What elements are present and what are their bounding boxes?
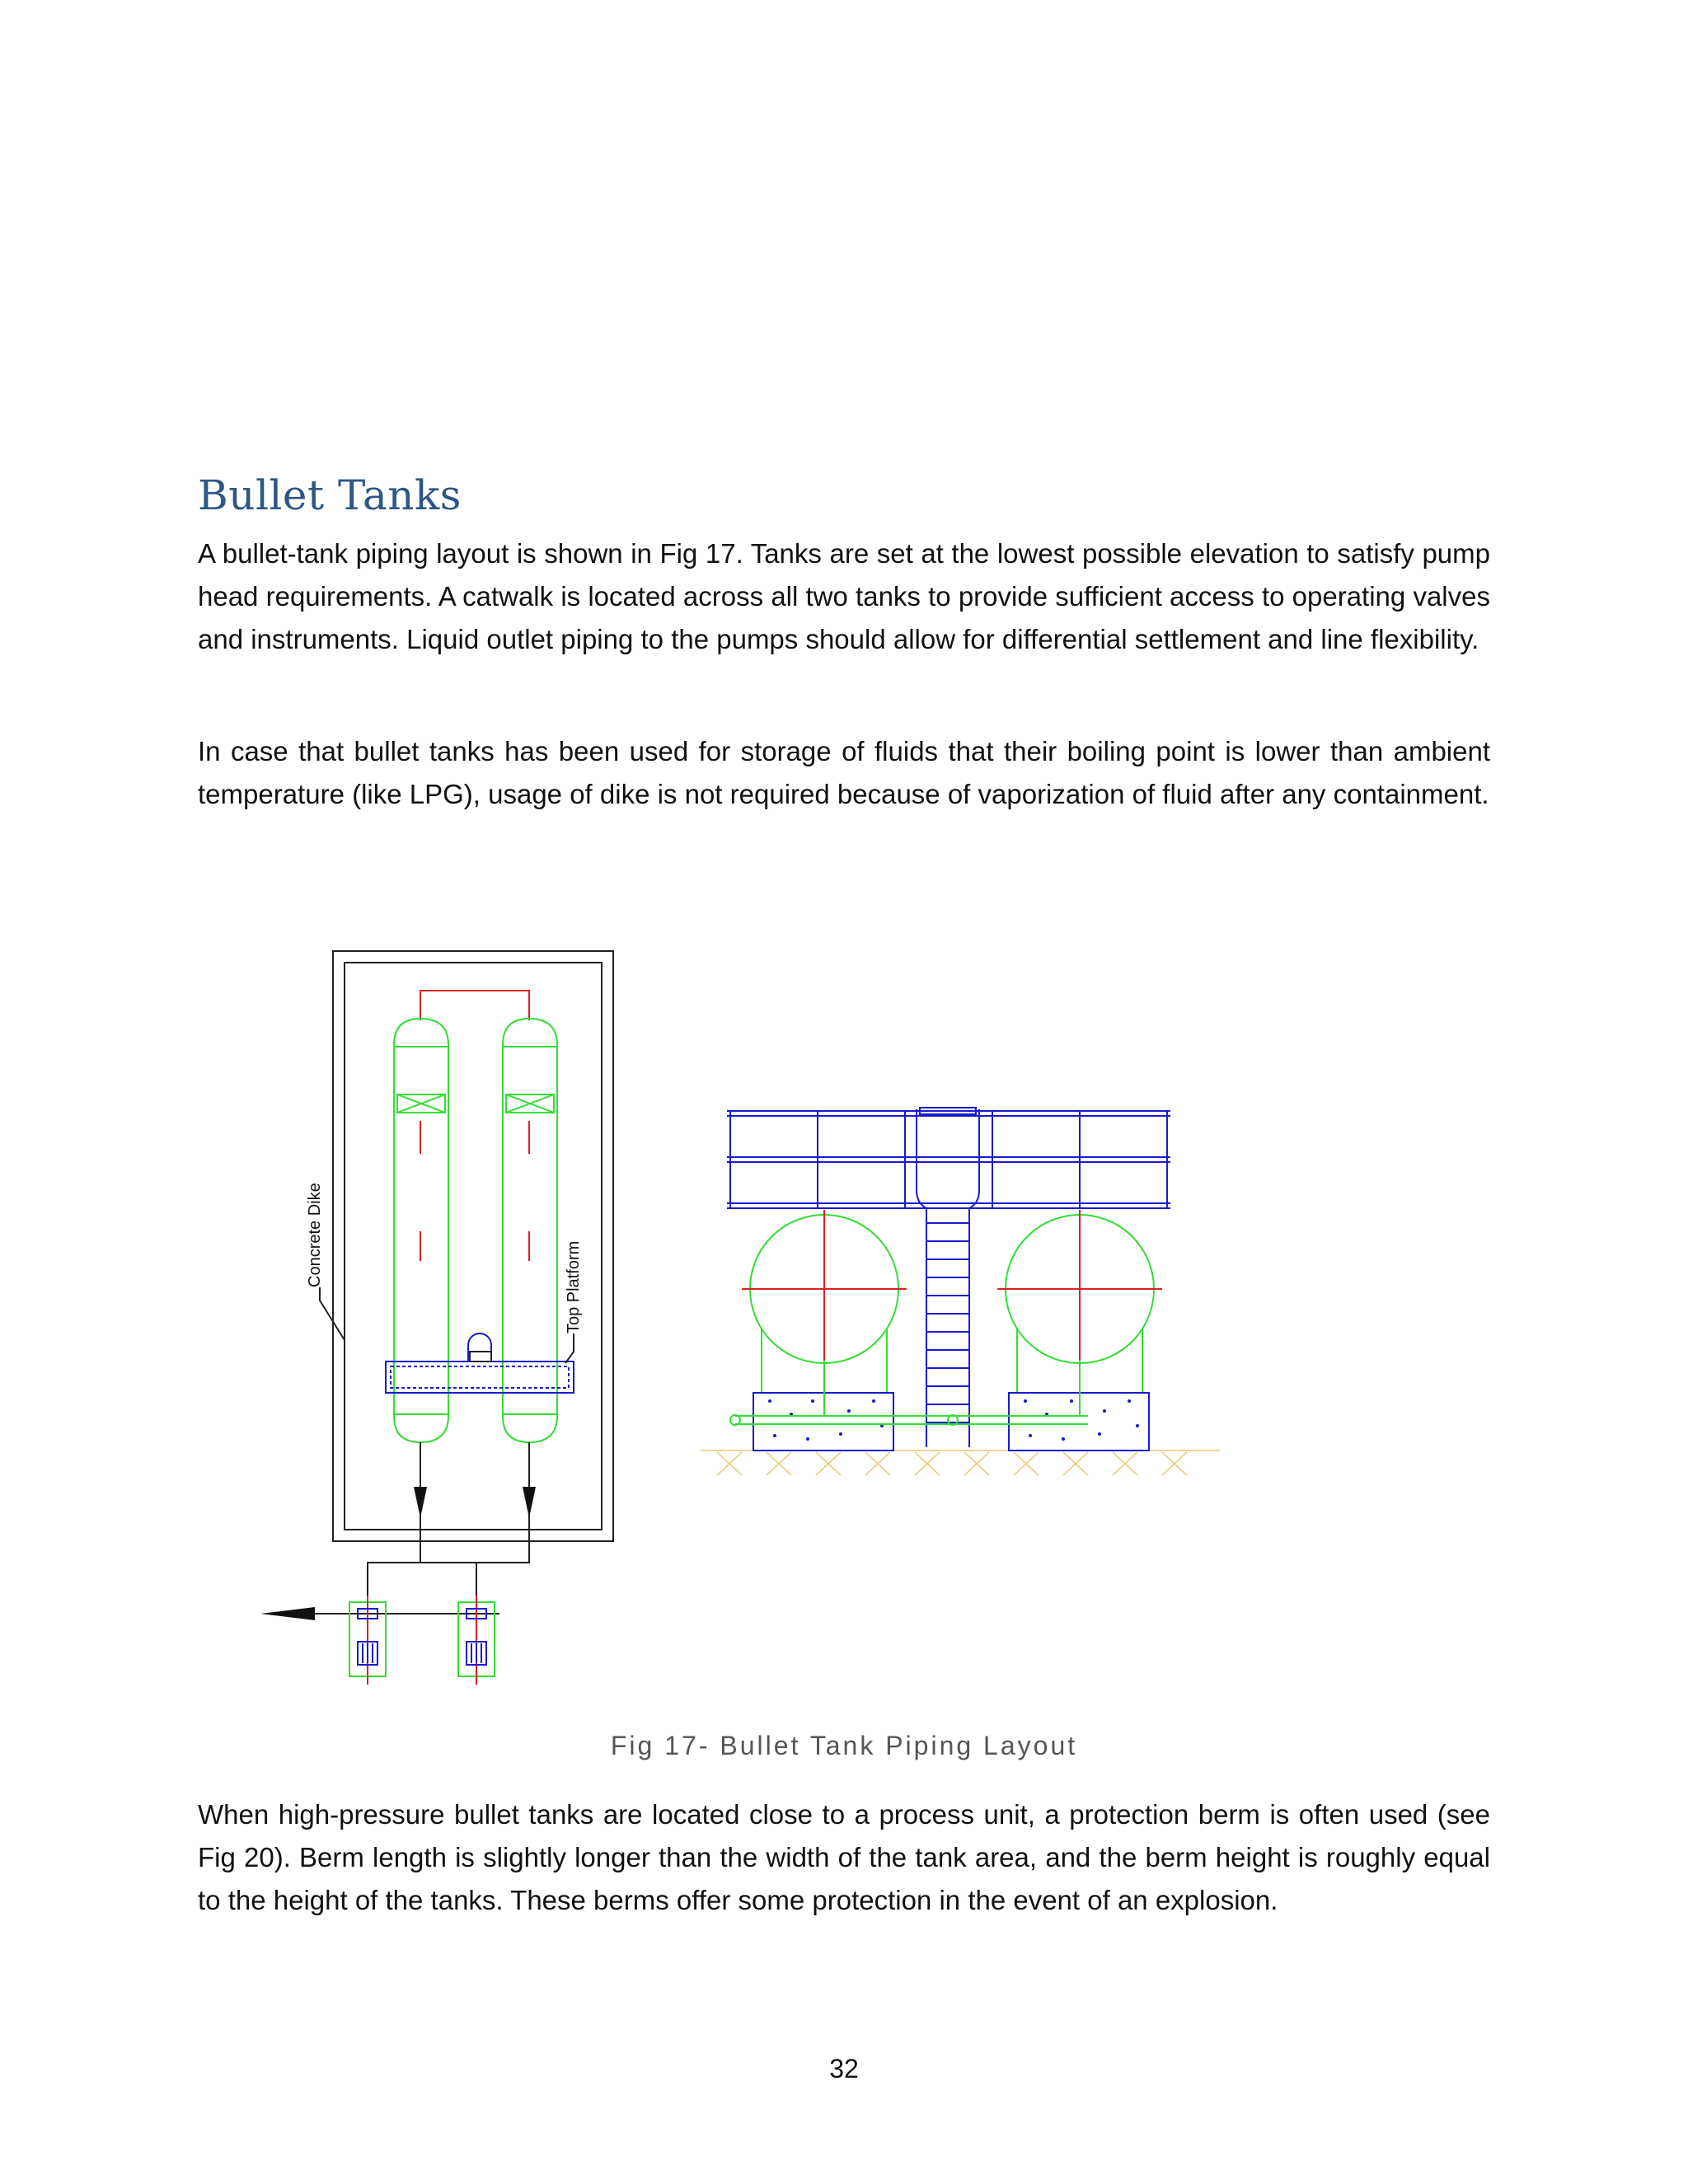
bullet-tank-2-plan	[503, 1019, 557, 1442]
pump-2	[458, 1596, 495, 1685]
elevation-view	[701, 1108, 1220, 1475]
top-platform-plan	[386, 1333, 574, 1393]
top-connection-line	[420, 991, 529, 1020]
concrete-dike-label: Concrete Dike	[306, 1183, 324, 1287]
section-heading: Bullet Tanks	[198, 471, 462, 519]
ground-hatch	[701, 1451, 1220, 1475]
outlet-pipe	[730, 1415, 1088, 1425]
concrete-dike-inner	[345, 963, 602, 1530]
platform-leader-line	[565, 1333, 574, 1363]
paragraph-2: In case that bullet tanks has been used for storage of fluids that their boiling point is lower than ambient temperature (like LPG), usage of dike is not required because of vaporization of fluid after any containment.	[198, 736, 1490, 809]
bullet-tank-1-plan	[394, 1019, 448, 1442]
paragraph-3: When high-pressure bullet tanks are located close to a process unit, a protection berm is often used (see Fig 20). Berm length is slightly longer than the width of the tank area, and the berm height is roughly equal to the height of the tanks. These berms offer some protection in the event of an explosion.	[198, 1799, 1490, 1915]
outlet-arrow-1	[414, 1487, 427, 1518]
bullet-tank-1-elevation	[742, 1210, 907, 1451]
figure-caption: Fig 17- Bullet Tank Piping Layout	[610, 1731, 1078, 1760]
page-number: 32	[829, 2054, 859, 2083]
top-platform-label: Top Platform	[565, 1240, 583, 1333]
pump-1	[349, 1596, 386, 1685]
bullet-tank-2-elevation	[997, 1210, 1162, 1451]
plan-view	[260, 951, 613, 1685]
discharge-arrow	[260, 1607, 315, 1620]
outlet-arrow-2	[523, 1487, 536, 1518]
platform-railing	[727, 1111, 1170, 1208]
ladder	[917, 1108, 979, 1447]
paragraph-1: A bullet-tank piping layout is shown in Fig 17. Tanks are set at the lowest possible elevation to satisfy pump head requirements. A catwalk is located across all two tanks to provide sufficient access to operating valves and instruments. Liquid outlet piping to the pumps should allow for differential settlement and line flexibility.	[198, 538, 1490, 654]
